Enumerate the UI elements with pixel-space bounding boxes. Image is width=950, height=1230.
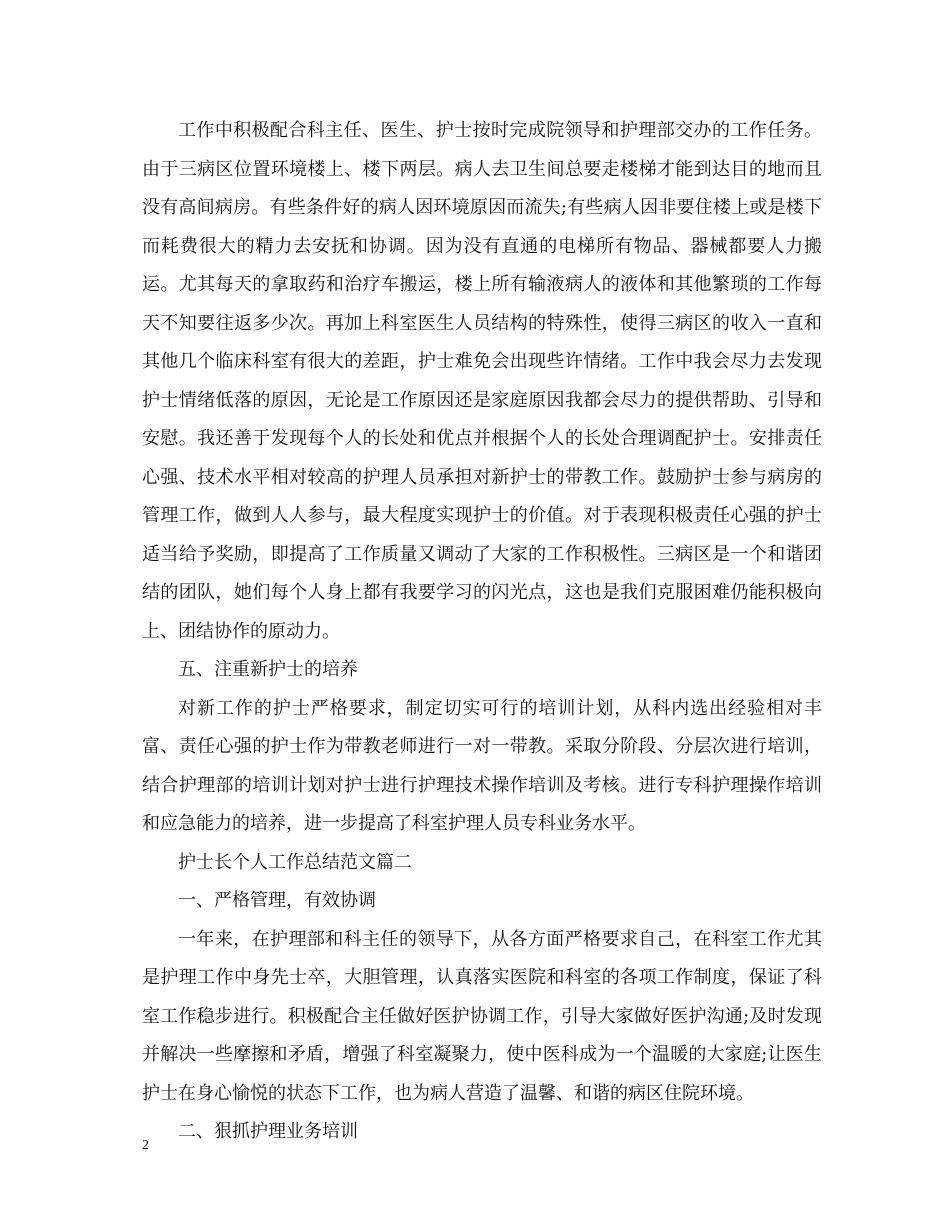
section-heading-strict-management: 一、严格管理，有效协调 xyxy=(178,890,376,911)
section-heading-business-training: 二、狠抓护理业务培训 xyxy=(178,1121,358,1142)
paragraph-strict-management: 一年来，在护理部和科主任的领导下，从各方面严格要求自己，在科室工作尤其是护理工作中身先士卒，大胆管理，认真落实医院和科室的各项工作制度，保证了科室工作稳步进行。积极配合主任做好医护协调工作，引导大家做好医护沟通;及时发现并解决一些摩擦和矛盾，增强了科室凝聚力，使中医科成为一个温暖的大家庭;让医生护士在身心愉悦的状态下工作，也为病人营造了温馨、和谐的病区住院环境。 xyxy=(142,928,822,1104)
section-heading-new-nurse-training: 五、注重新护士的培养 xyxy=(178,659,358,680)
paragraph-workload: 工作中积极配合科主任、医生、护士按时完成院领导和护理部交办的工作任务。由于三病区位置环境楼上、楼下两层。病人去卫生间总要走楼梯才能到达目的地而且没有高间病房。有些条件好的病人因环境原因而流失;有些病人因非要住楼上或是楼下而耗费很大的精力去安抚和协调。因为没有直通的电梯所有物品、器械都要人力搬运。尤其每天的拿取药和治疗车搬运，楼上所有输液病人的液体和其他繁琐的工作每天不知要往返多少次。再加上科室医生人员结构的特殊性，使得三病区的收入一直和其他几个临床科室有很大的差距，护士难免会出现些许情绪。工作中我会尽力去发现护士情绪低落的原因，无论是工作原因还是家庭原因我都会尽力的提供帮助、引导和安慰。我还善于发现每个人的长处和优点并根据个人的长处合理调配护士。安排责任心强、技术水平相对较高的护理人员承担对新护士的带教工作。鼓励护士参与病房的管理工作，做到人人参与，最大程度实现护士的价值。对于表现积极责任心强的护士适当给予奖励，即提高了工作质量又调动了大家的工作积极性。三病区是一个和谐团结的团队，她们每个人身上都有我要学习的闪光点，这也是我们克服困难仍能积极向上、团结协作的原动力。 xyxy=(142,120,822,642)
page-number: 2 xyxy=(142,1138,149,1153)
document-page xyxy=(142,112,822,1152)
paragraph-new-nurse-training: 对新工作的护士严格要求，制定切实可行的培训计划，从科内选出经验相对丰富、责任心强的护士作为带教老师进行一对一带教。采取分阶段、分层次进行培训，结合护理部的培训计划对护士进行护理技术操作培训及考核。进行专科护理操作培训和应急能力的培养，进一步提高了科室护理人员专科业务水平。 xyxy=(142,697,822,834)
article-title-part-two: 护士长个人工作总结范文篇二 xyxy=(178,851,412,873)
